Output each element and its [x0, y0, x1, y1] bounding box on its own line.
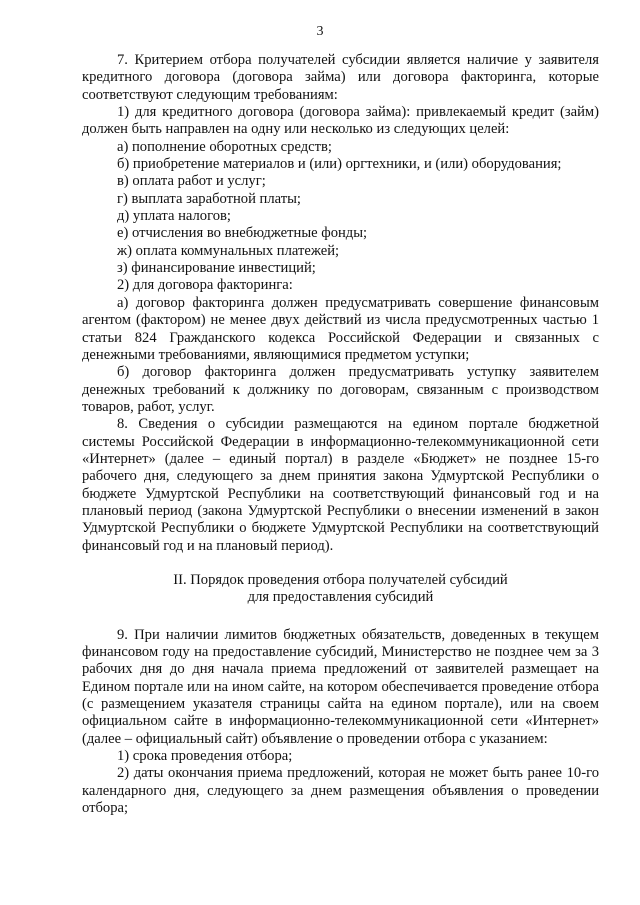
list-item: б) приобретение материалов и (или) оргтехники, и (или) оборудования;: [117, 156, 562, 173]
list-item: а) пополнение оборотных средств;: [117, 138, 332, 155]
paragraph-7-2: 2) для договора факторинга:: [117, 277, 293, 294]
list-item: е) отчисления во внебюджетные фонды;: [117, 225, 368, 242]
paragraph-7-1: 1) для кредитного договора (договора займа): привлекаемый кредит (займ) должен быть направлен на одну или несколько из следующих целей:: [82, 104, 599, 138]
list-item: в) оплата работ и услуг;: [117, 173, 266, 190]
document-body: [82, 52, 599, 817]
list-item: ж) оплата коммунальных платежей;: [117, 242, 340, 259]
paragraph-7-2-a: а) договор факторинга должен предусматривать совершение финансовым агентом (фактором) не менее двух действий из числа предусмотренных частью 1 статьи 824 Гражданского кодекса Российской Федерации и связанных с денежными требованиями, являющимися предметом уступки;: [82, 294, 599, 363]
paragraph-9-1: 1) срока проведения отбора;: [117, 748, 293, 765]
paragraph-7: 7. Критерием отбора получателей субсидии является наличие у заявителя кредитного договора (договора займа) или договора факторинга, которые соответствуют следующим требованиям:: [82, 52, 599, 103]
paragraph-7-2-b: б) договор факторинга должен предусматривать уступку заявителем денежных требований к должнику по договорам, связанным с производством товаров, работ, услуг.: [82, 364, 599, 415]
page-number: 3: [316, 24, 324, 39]
paragraph-9-2: 2) даты окончания приема предложений, которая не может быть ранее 10-го календарного дня, следующего за днем размещения объявления о проведении отбора;: [82, 765, 599, 817]
paragraph-8: 8. Сведения о субсидии размещаются на едином портале бюджетной системы Российской Федерации в информационно-телекоммуникационной сети «Интернет» (далее – единый портал) в разделе «Бюджет» не позднее 15-го рабочего дня, следующего за днем принятия закона Удмуртской Республики о бюджете Удмуртской Республики на соответствующий финансовый год и на плановый период (закона Удмуртской Республики о внесении изменений в закон Удмуртской Республики о бюджете Удмуртской Республики на соответствующий финансовый год и на плановый период).: [82, 416, 599, 554]
list-item: з) финансирование инвестиций;: [117, 260, 316, 277]
list-item: д) уплата налогов;: [117, 208, 231, 225]
section-heading-line1: II. Порядок проведения отбора получателей субсидий: [173, 571, 508, 588]
section-heading-line2: для предоставления субсидий: [247, 589, 434, 606]
paragraph-9: 9. При наличии лимитов бюджетных обязательств, доведенных в текущем финансовом году на предоставление субсидий, Министерство не позднее чем за 3 рабочих дня до дня начала приема предложений от заявителей размещает на Едином портале или на ином сайте, на котором обеспечивается проведение отбора (с размещением указателя страницы сайта на едином портале), или на своем официальном сайте в информационно-телекоммуникационной сети «Интернет» (далее – официальный сайт) объявление о проведении отбора с указанием:: [82, 626, 599, 747]
section-heading: [82, 572, 599, 607]
list-item: г) выплата заработной платы;: [117, 190, 301, 207]
